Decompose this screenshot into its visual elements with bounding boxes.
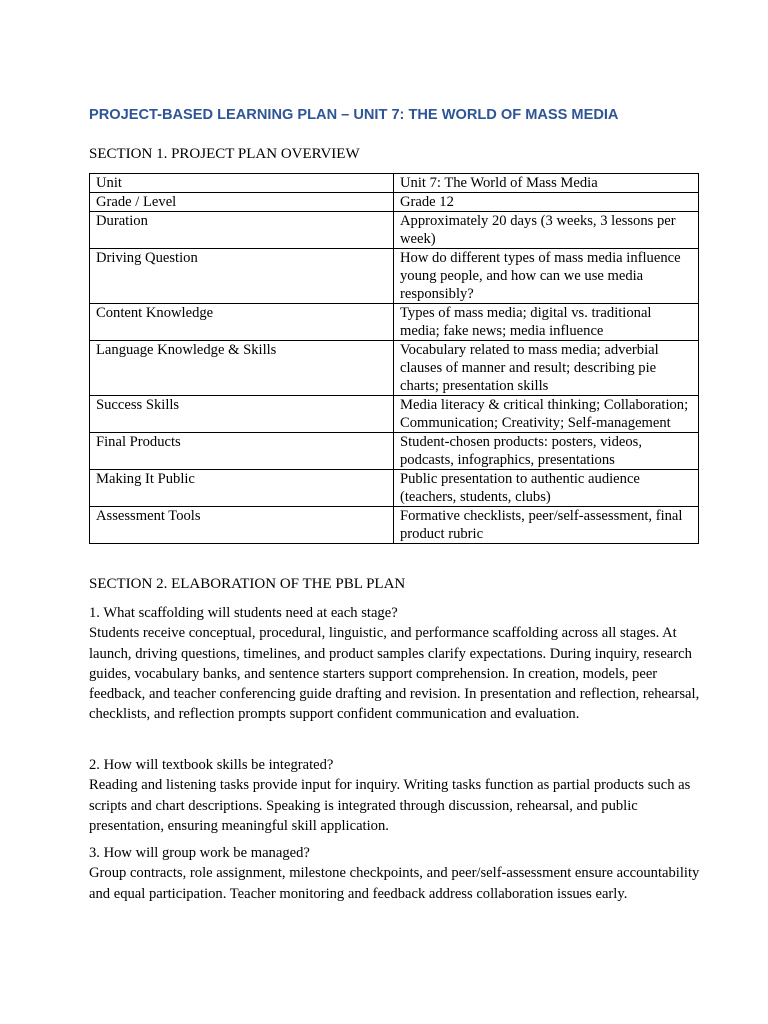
row-value: Grade 12: [394, 193, 699, 212]
answer-text: Students receive conceptual, procedural, linguistic, and performance scaffolding across all stages. At launch, driving questions, timelines, and product samples clarify expectations. During inquiry, research guides, vocabulary banks, and sentence starters support comprehension. In creation, models, peer feedback, and teacher conferencing guide drafting and revision. In presentation and reflection, rehearsal, checklists, and reflection prompts support confident communication and evaluation.: [89, 625, 700, 723]
table-row: [90, 304, 699, 341]
section-1-heading: SECTION 1. PROJECT PLAN OVERVIEW: [89, 146, 360, 162]
row-label: Language Knowledge & Skills: [90, 341, 394, 396]
row-label: Making It Public: [90, 470, 394, 507]
table-row: [90, 212, 699, 249]
table-row: [90, 507, 699, 544]
row-label: Duration: [90, 212, 394, 249]
row-value: Types of mass media; digital vs. traditional media; fake news; media influence: [394, 304, 699, 341]
project-plan-overview-table: [89, 173, 699, 544]
row-value: Public presentation to authentic audience (teachers, students, clubs): [394, 470, 699, 507]
row-label: Grade / Level: [90, 193, 394, 212]
table-row: [90, 470, 699, 507]
row-label: Driving Question: [90, 249, 394, 304]
row-value: Approximately 20 days (3 weeks, 3 lessons per week): [394, 212, 699, 249]
elaboration-item-group-work: [89, 843, 701, 904]
elaboration-item-scaffolding: [89, 603, 701, 725]
row-label: Unit: [90, 174, 394, 193]
question-text: 2. How will textbook skills be integrated?: [89, 757, 334, 773]
row-label: Content Knowledge: [90, 304, 394, 341]
answer-text: Reading and listening tasks provide input for inquiry. Writing tasks function as partial products such as scripts and chart descriptions. Speaking is integrated through discussion, rehearsal, and public presentation, ensuring meaningful skill application.: [89, 777, 691, 834]
elaboration-item-textbook-skills: [89, 755, 701, 836]
row-value: Student-chosen products: posters, videos, podcasts, infographics, presentations: [394, 433, 699, 470]
row-value: Media literacy & critical thinking; Collaboration; Communication; Creativity; Self-management: [394, 396, 699, 433]
table-row: [90, 193, 699, 212]
table-row: [90, 249, 699, 304]
row-value: Vocabulary related to mass media; adverbial clauses of manner and result; describing pie charts; presentation skills: [394, 341, 699, 396]
table-row: [90, 396, 699, 433]
document-title: PROJECT-BASED LEARNING PLAN – UNIT 7: THE WORLD OF MASS MEDIA: [89, 107, 619, 123]
section-2-heading: SECTION 2. ELABORATION OF THE PBL PLAN: [89, 576, 406, 592]
table-row: [90, 174, 699, 193]
question-text: 3. How will group work be managed?: [89, 845, 310, 861]
row-value: Unit 7: The World of Mass Media: [394, 174, 699, 193]
question-text: 1. What scaffolding will students need at each stage?: [89, 605, 398, 621]
row-label: Final Products: [90, 433, 394, 470]
answer-text: Group contracts, role assignment, milestone checkpoints, and peer/self-assessment ensure accountability and equal participation. Teacher monitoring and feedback address collaboration issues early.: [89, 865, 700, 902]
row-value: Formative checklists, peer/self-assessment, final product rubric: [394, 507, 699, 544]
row-label: Success Skills: [90, 396, 394, 433]
table-row: [90, 433, 699, 470]
row-label: Assessment Tools: [90, 507, 394, 544]
row-value: How do different types of mass media influence young people, and how can we use media responsibly?: [394, 249, 699, 304]
table-row: [90, 341, 699, 396]
